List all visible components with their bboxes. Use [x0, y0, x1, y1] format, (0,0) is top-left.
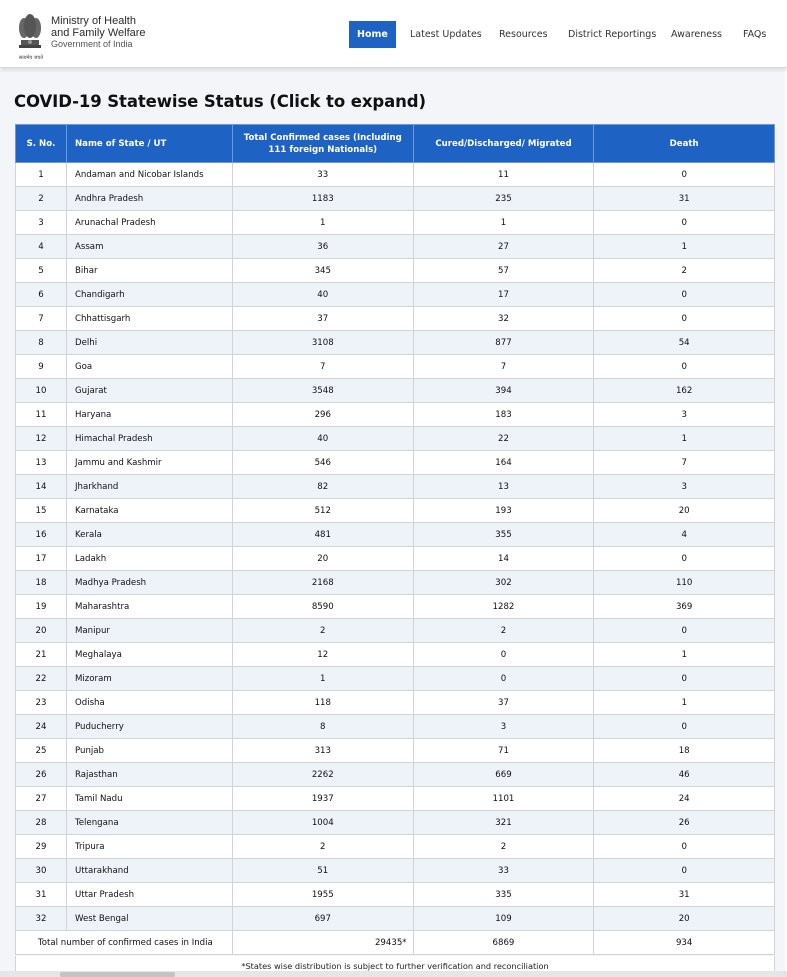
cell-state: Himachal Pradesh	[66, 427, 232, 451]
total-death: 934	[594, 931, 775, 955]
table-header-row	[16, 125, 775, 163]
table-row[interactable]	[16, 811, 775, 835]
cell-death: 0	[594, 835, 775, 859]
total-row	[16, 931, 775, 955]
cell-state: Madhya Pradesh	[66, 571, 232, 595]
cell-sno: 17	[16, 547, 67, 571]
cell-confirmed: 2262	[232, 763, 413, 787]
table-row[interactable]	[16, 571, 775, 595]
cell-death: 0	[594, 547, 775, 571]
table-row[interactable]	[16, 427, 775, 451]
cell-confirmed: 697	[232, 907, 413, 931]
table-row[interactable]	[16, 763, 775, 787]
cell-state: Chandigarh	[66, 283, 232, 307]
cell-sno: 29	[16, 835, 67, 859]
cell-sno: 30	[16, 859, 67, 883]
cell-cured: 32	[413, 307, 594, 331]
cell-confirmed: 3108	[232, 331, 413, 355]
table-row[interactable]	[16, 355, 775, 379]
cell-state: Bihar	[66, 259, 232, 283]
table-row[interactable]	[16, 499, 775, 523]
cell-sno: 22	[16, 667, 67, 691]
cell-confirmed: 33	[232, 163, 413, 187]
cell-state: Odisha	[66, 691, 232, 715]
national-emblem-icon[interactable]	[14, 10, 46, 60]
cell-state: Telengana	[66, 811, 232, 835]
cell-death: 1	[594, 427, 775, 451]
table-row[interactable]	[16, 475, 775, 499]
cell-confirmed: 2168	[232, 571, 413, 595]
total-cured: 6869	[413, 931, 594, 955]
cell-sno: 8	[16, 331, 67, 355]
cell-death: 0	[594, 283, 775, 307]
cell-death: 4	[594, 523, 775, 547]
cell-confirmed: 8	[232, 715, 413, 739]
cell-confirmed: 1004	[232, 811, 413, 835]
cell-cured: 37	[413, 691, 594, 715]
cell-death: 0	[594, 355, 775, 379]
statewise-table	[15, 124, 775, 955]
cell-sno: 28	[16, 811, 67, 835]
cell-death: 1	[594, 235, 775, 259]
cell-state: Mizoram	[66, 667, 232, 691]
cell-sno: 4	[16, 235, 67, 259]
table-row[interactable]	[16, 547, 775, 571]
cell-state: Ladakh	[66, 547, 232, 571]
table-row[interactable]	[16, 883, 775, 907]
table-row[interactable]	[16, 643, 775, 667]
cell-confirmed: 40	[232, 283, 413, 307]
cell-sno: 2	[16, 187, 67, 211]
cell-death: 110	[594, 571, 775, 595]
cell-death: 3	[594, 403, 775, 427]
nav-latest-updates[interactable]: Latest Updates	[410, 29, 482, 40]
nav-home[interactable]: Home	[349, 21, 396, 48]
cell-cured: 2	[413, 835, 594, 859]
table-row[interactable]	[16, 739, 775, 763]
cell-state: Assam	[66, 235, 232, 259]
cell-state: Uttar Pradesh	[66, 883, 232, 907]
table-row[interactable]	[16, 187, 775, 211]
cell-sno: 20	[16, 619, 67, 643]
cell-death: 162	[594, 379, 775, 403]
cell-cured: 877	[413, 331, 594, 355]
cell-sno: 16	[16, 523, 67, 547]
cell-confirmed: 36	[232, 235, 413, 259]
cell-cured: 17	[413, 283, 594, 307]
table-footnote: *States wise distribution is subject to further verification and reconciliation	[15, 956, 775, 977]
nav-resources[interactable]: Resources	[499, 29, 548, 40]
cell-death: 369	[594, 595, 775, 619]
cell-death: 0	[594, 667, 775, 691]
table-row[interactable]	[16, 595, 775, 619]
cell-death: 18	[594, 739, 775, 763]
cell-sno: 5	[16, 259, 67, 283]
cell-sno: 24	[16, 715, 67, 739]
cell-confirmed: 37	[232, 307, 413, 331]
ministry-line-3: Government of India	[51, 39, 133, 49]
cell-confirmed: 1	[232, 211, 413, 235]
cell-confirmed: 1955	[232, 883, 413, 907]
cell-state: Delhi	[66, 331, 232, 355]
cell-confirmed: 296	[232, 403, 413, 427]
cell-cured: 11	[413, 163, 594, 187]
ministry-line-2: and Family Welfare	[51, 26, 146, 39]
table-row[interactable]	[16, 667, 775, 691]
cell-cured: 2	[413, 619, 594, 643]
cell-state: Gujarat	[66, 379, 232, 403]
cell-state: Tamil Nadu	[66, 787, 232, 811]
table-row[interactable]	[16, 619, 775, 643]
cell-cured: 109	[413, 907, 594, 931]
cell-death: 20	[594, 907, 775, 931]
site-header	[0, 0, 787, 68]
cell-sno: 26	[16, 763, 67, 787]
cell-confirmed: 345	[232, 259, 413, 283]
cell-state: Chhattisgarh	[66, 307, 232, 331]
total-label: Total number of confirmed cases in India	[16, 931, 233, 955]
cell-cured: 235	[413, 187, 594, 211]
cell-state: Rajasthan	[66, 763, 232, 787]
cell-cured: 71	[413, 739, 594, 763]
cell-cured: 164	[413, 451, 594, 475]
cell-sno: 11	[16, 403, 67, 427]
table-row[interactable]	[16, 691, 775, 715]
cell-cured: 13	[413, 475, 594, 499]
cell-state: Andhra Pradesh	[66, 187, 232, 211]
cell-state: Jammu and Kashmir	[66, 451, 232, 475]
cell-state: Kerala	[66, 523, 232, 547]
cell-sno: 19	[16, 595, 67, 619]
cell-state: Jharkhand	[66, 475, 232, 499]
cell-sno: 1	[16, 163, 67, 187]
cell-death: 7	[594, 451, 775, 475]
cell-confirmed: 51	[232, 859, 413, 883]
cell-sno: 27	[16, 787, 67, 811]
header-death: Death	[594, 125, 775, 163]
header-state: Name of State / UT	[66, 125, 232, 163]
cell-confirmed: 3548	[232, 379, 413, 403]
table-row[interactable]	[16, 787, 775, 811]
cell-state: Goa	[66, 355, 232, 379]
cell-death: 3	[594, 475, 775, 499]
cell-cured: 1282	[413, 595, 594, 619]
cell-cured: 0	[413, 643, 594, 667]
cell-death: 46	[594, 763, 775, 787]
header-cured: Cured/Discharged/ Migrated	[413, 125, 594, 163]
cell-sno: 7	[16, 307, 67, 331]
cell-confirmed: 1937	[232, 787, 413, 811]
cell-state: Karnataka	[66, 499, 232, 523]
cell-cured: 14	[413, 547, 594, 571]
table-row[interactable]	[16, 403, 775, 427]
cell-confirmed: 512	[232, 499, 413, 523]
table-row[interactable]	[16, 907, 775, 931]
cell-death: 26	[594, 811, 775, 835]
cell-cured: 3	[413, 715, 594, 739]
cell-state: Manipur	[66, 619, 232, 643]
cell-death: 0	[594, 859, 775, 883]
cell-sno: 10	[16, 379, 67, 403]
cell-death: 24	[594, 787, 775, 811]
cell-sno: 3	[16, 211, 67, 235]
cell-cured: 193	[413, 499, 594, 523]
cell-confirmed: 2	[232, 619, 413, 643]
cell-sno: 18	[16, 571, 67, 595]
cell-sno: 9	[16, 355, 67, 379]
cell-sno: 31	[16, 883, 67, 907]
cell-sno: 12	[16, 427, 67, 451]
table-row[interactable]	[16, 307, 775, 331]
page-title[interactable]: COVID-19 Statewise Status (Click to expand)	[14, 92, 426, 111]
cell-confirmed: 481	[232, 523, 413, 547]
cell-cured: 394	[413, 379, 594, 403]
cell-confirmed: 1	[232, 667, 413, 691]
cell-cured: 669	[413, 763, 594, 787]
cell-confirmed: 118	[232, 691, 413, 715]
table-row[interactable]	[16, 331, 775, 355]
cell-cured: 1101	[413, 787, 594, 811]
cell-state: Arunachal Pradesh	[66, 211, 232, 235]
cell-confirmed: 40	[232, 427, 413, 451]
emblem-motto: सत्यमेव जयते	[18, 55, 44, 61]
table-row[interactable]	[16, 283, 775, 307]
cell-sno: 32	[16, 907, 67, 931]
cell-confirmed: 546	[232, 451, 413, 475]
cell-sno: 14	[16, 475, 67, 499]
scrollbar-thumb[interactable]	[60, 972, 175, 977]
table-row[interactable]	[16, 235, 775, 259]
nav-awareness[interactable]: Awareness	[671, 29, 723, 40]
header-sno: S. No.	[16, 125, 67, 163]
cell-sno: 21	[16, 643, 67, 667]
cell-death: 2	[594, 259, 775, 283]
cell-cured: 7	[413, 355, 594, 379]
cell-state: Andaman and Nicobar Islands	[66, 163, 232, 187]
cell-cured: 302	[413, 571, 594, 595]
table-row[interactable]	[16, 523, 775, 547]
table-row[interactable]	[16, 259, 775, 283]
cell-state: Haryana	[66, 403, 232, 427]
cell-cured: 321	[413, 811, 594, 835]
table-row[interactable]	[16, 715, 775, 739]
cell-confirmed: 313	[232, 739, 413, 763]
cell-confirmed: 2	[232, 835, 413, 859]
cell-cured: 27	[413, 235, 594, 259]
cell-cured: 355	[413, 523, 594, 547]
cell-cured: 57	[413, 259, 594, 283]
header-confirmed: Total Confirmed cases (Including 111 foreign Nationals)	[232, 125, 413, 163]
nav-faqs[interactable]: FAQs	[743, 29, 767, 40]
cell-death: 0	[594, 619, 775, 643]
cell-sno: 25	[16, 739, 67, 763]
cell-cured: 183	[413, 403, 594, 427]
ministry-name[interactable]	[51, 16, 146, 51]
table-row[interactable]	[16, 379, 775, 403]
nav-district-reportings[interactable]: District Reportings	[568, 29, 657, 40]
cell-state: Meghalaya	[66, 643, 232, 667]
cell-death: 20	[594, 499, 775, 523]
table-row[interactable]	[16, 835, 775, 859]
total-confirmed: 29435*	[232, 931, 413, 955]
cell-sno: 13	[16, 451, 67, 475]
cell-sno: 15	[16, 499, 67, 523]
cell-death: 54	[594, 331, 775, 355]
cell-death: 31	[594, 883, 775, 907]
cell-confirmed: 82	[232, 475, 413, 499]
cell-state: West Bengal	[66, 907, 232, 931]
cell-state: Punjab	[66, 739, 232, 763]
cell-death: 31	[594, 187, 775, 211]
cell-cured: 1	[413, 211, 594, 235]
cell-confirmed: 12	[232, 643, 413, 667]
cell-death: 0	[594, 211, 775, 235]
table-row[interactable]	[16, 211, 775, 235]
cell-state: Uttarakhand	[66, 859, 232, 883]
cell-confirmed: 8590	[232, 595, 413, 619]
table-row[interactable]	[16, 163, 775, 187]
cell-death: 1	[594, 643, 775, 667]
cell-cured: 22	[413, 427, 594, 451]
cell-death: 0	[594, 307, 775, 331]
cell-state: Maharashtra	[66, 595, 232, 619]
ministry-line-1: Ministry of Health	[51, 15, 136, 27]
cell-state: Tripura	[66, 835, 232, 859]
table-row[interactable]	[16, 859, 775, 883]
cell-confirmed: 1183	[232, 187, 413, 211]
cell-confirmed: 7	[232, 355, 413, 379]
cell-death: 1	[594, 691, 775, 715]
cell-sno: 23	[16, 691, 67, 715]
cell-sno: 6	[16, 283, 67, 307]
cell-cured: 0	[413, 667, 594, 691]
cell-confirmed: 20	[232, 547, 413, 571]
cell-cured: 335	[413, 883, 594, 907]
cell-death: 0	[594, 163, 775, 187]
cell-cured: 33	[413, 859, 594, 883]
table-row[interactable]	[16, 451, 775, 475]
cell-state: Puducherry	[66, 715, 232, 739]
cell-death: 0	[594, 715, 775, 739]
